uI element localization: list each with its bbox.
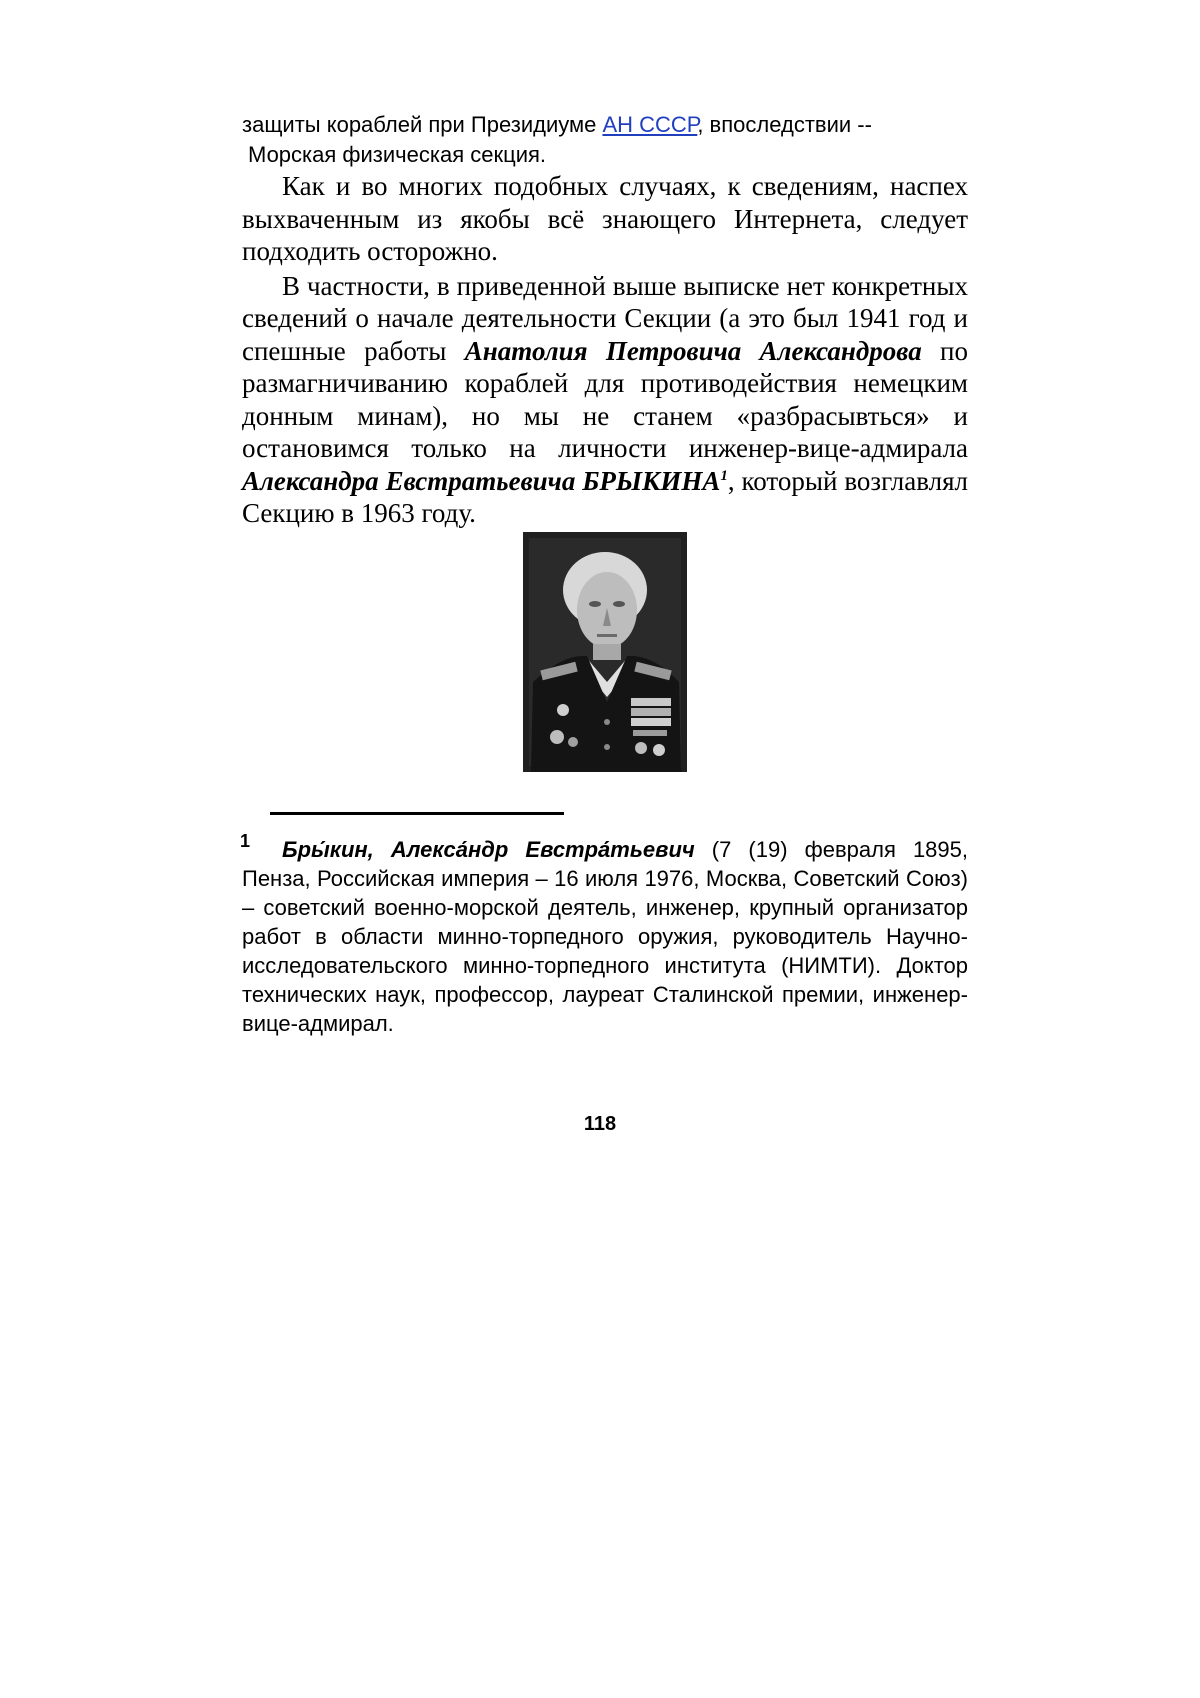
portrait-photo (523, 532, 687, 772)
footnote-text (242, 835, 968, 1038)
intro-line-2: Морская физическая секция. (248, 142, 547, 167)
intro-line-1 (242, 110, 968, 140)
page-number: 118 (583, 1113, 617, 1135)
footnote-person-name: Бры́кин, Алекса́ндр Евстра́тьевич (282, 837, 695, 862)
name-brykin: Александра Евстратьевича БРЫКИНА (242, 465, 721, 496)
footnote-number: 1 (240, 831, 251, 851)
footnote-separator (270, 812, 564, 815)
paragraph-2-part-1: В частности, в приведенной выше выписке нет конкретных сведений о начале деятельности Секции (а это был 1941 год и спешные работы (242, 270, 968, 366)
an-sssr-link[interactable]: АН СССР (602, 112, 698, 137)
intro-before-link: защиты кораблей при Президиуме (242, 112, 603, 137)
footnote-reference[interactable]: 1 (720, 467, 728, 484)
footnote-body: (7 (19) февраля 1895, Пенза, Российская империя – 16 июля 1976, Москва, Советский Союз) – советский военно-морской деятель, инженер, крупный организатор работ в области минно-торпедного оружия, руководитель Научно-исследовательского минно-торпедного института (НИМТИ). Доктор технических наук, профессор, лауреат Сталинской премии, инженер-вице-адмирал. (242, 837, 969, 1036)
intro-text (242, 110, 968, 170)
paragraph-2-part-3: , который возглавлял Секцию в 1963 году. (242, 465, 969, 528)
main-text (242, 170, 968, 532)
intro-after-link: , впоследствии -- (697, 112, 872, 137)
portrait-drawing (523, 532, 687, 772)
footnote (240, 831, 969, 1038)
paragraph-1: Как и во многих подобных случаях, к сведениям, наспех выхваченным из якобы всё знающего Интернета, следует подходить осторожно. (242, 171, 968, 266)
paragraph-2 (242, 270, 968, 530)
paragraph-2-part-2: по размагничиванию кораблей для противодействия немецким донным минам), но мы не станем «разбрасывться» и остановимся только на личности инженер-вице-адмирала (242, 335, 969, 463)
name-aleksandrov: Анатолия Петровича Александрова (464, 335, 922, 366)
